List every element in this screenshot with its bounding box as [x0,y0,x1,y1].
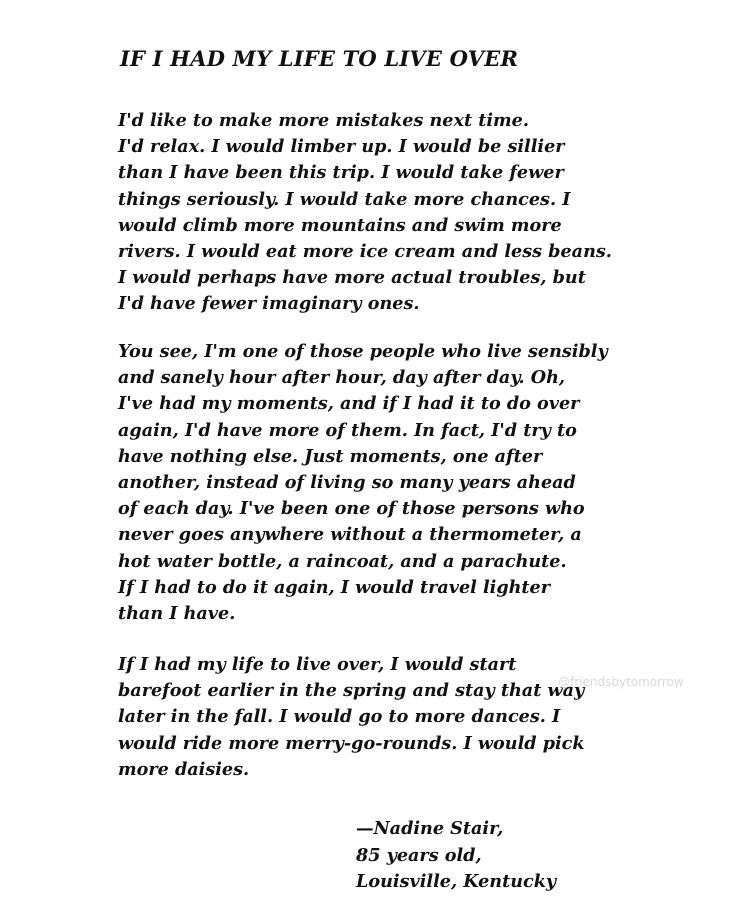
text-line: of each day. I've been one of those persons who [118,498,585,520]
text-line: again, I'd have more of them. In fact, I'd try to [118,419,577,441]
text-line: You see, I'm one of those people who live sensibly [118,341,608,362]
text-line: I've had my moments, and if I had it to do over [118,393,580,415]
text-line: If I had my life to live over, I would start [118,654,517,675]
paragraph-3 [118,652,658,783]
text-line: I'd like to make more mistakes next time. [118,110,529,131]
text-line: I would perhaps have more actual troubles, but [118,267,586,289]
signature-name: —Nadine Stair, [356,818,504,839]
text-line: than I have been this trip. I would take fewer [118,162,564,184]
text-line: have nothing else. Just moments, one after [118,445,543,467]
text-line: later in the fall. I would go to more dances. I [118,706,561,728]
text-line: another, instead of living so many years ahead [118,472,576,494]
text-line: never goes anywhere without a thermometer, a [118,524,582,546]
text-line: If I had to do it again, I would travel lighter [118,576,551,598]
text-line: hot water bottle, a raincoat, and a parachute. [118,550,567,572]
text-line: I'd have fewer imaginary ones. [118,293,420,315]
watermark: @friendsbytomorrow [558,675,684,689]
text-line: things seriously. I would take more chances. I [118,188,571,210]
signature-age: 85 years old, [356,844,482,866]
text-line: would climb more mountains and swim more [118,214,562,236]
poem-title: IF I HAD MY LIFE TO LIVE OVER [120,46,519,71]
text-line: would ride more merry-go-rounds. I would pick [118,732,585,754]
text-line: barefoot earlier in the spring and stay that way [118,680,585,702]
paragraph-1 [118,108,658,318]
text-line: rivers. I would eat more ice cream and less beans. [118,241,612,263]
signature-block [356,816,556,896]
text-line: than I have. [118,603,236,625]
text-line: and sanely hour after hour, day after day. Oh, [118,367,566,389]
signature-location: Louisville, Kentucky [356,871,557,892]
text-line: more daisies. [118,758,250,780]
paragraph-2 [118,339,658,627]
text-line: I'd relax. I would limber up. I would be sillier [118,136,565,158]
